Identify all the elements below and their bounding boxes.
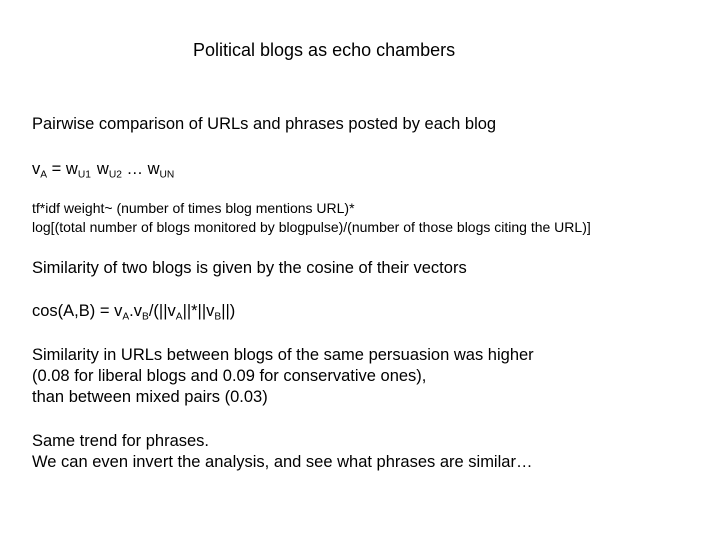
tfidf-line-2: log[(total number of blogs monitored by blogpulse)/(number of those blogs citing the URL)] bbox=[32, 219, 591, 235]
cosine-star: ||*||v bbox=[182, 302, 215, 320]
vector-w2-sub: U2 bbox=[108, 169, 122, 181]
cosine-tail: ||) bbox=[221, 302, 236, 320]
phrases-line-1: Same trend for phrases. bbox=[32, 432, 210, 450]
vector-w1-sub: U1 bbox=[77, 169, 91, 181]
cosine-mid: /(||v bbox=[148, 302, 176, 320]
similarity-intro: Similarity of two blogs is given by the cosine of their vectors bbox=[32, 259, 467, 277]
vector-wn-sub: UN bbox=[159, 169, 175, 181]
slide-title: Political blogs as echo chambers bbox=[193, 40, 456, 60]
vector-w1: w bbox=[65, 160, 78, 178]
url-similarity-line-1: Similarity in URLs between blogs of the same persuasion was higher bbox=[32, 346, 534, 364]
vector-v-sub: A bbox=[40, 169, 48, 181]
vector-wn: w bbox=[147, 160, 160, 178]
vector-equals: = bbox=[47, 160, 66, 178]
url-similarity-line-3: than between mixed pairs (0.03) bbox=[32, 388, 268, 406]
phrases-line-2: We can even invert the analysis, and see what phrases are similar… bbox=[32, 453, 533, 471]
url-similarity-line-2: (0.08 for liberal blogs and 0.09 for conservative ones), bbox=[32, 367, 427, 385]
cosine-sub-a: A bbox=[122, 311, 130, 323]
cosine-formula bbox=[32, 301, 235, 321]
cosine-dot: .v bbox=[129, 302, 142, 320]
cosine-sub-b2: B bbox=[214, 311, 222, 323]
cosine-sub-a2: A bbox=[175, 311, 183, 323]
vector-w2: w bbox=[96, 160, 109, 178]
vector-v: v bbox=[32, 160, 41, 178]
vector-ellipsis: … bbox=[121, 160, 148, 178]
vector-formula bbox=[32, 159, 174, 179]
cosine-sub-b: B bbox=[142, 311, 149, 323]
tfidf-line-1: tf*idf weight~ (number of times blog mentions URL)* bbox=[32, 200, 355, 216]
cosine-lead: cos(A,B) = v bbox=[32, 302, 123, 320]
intro-text: Pairwise comparison of URLs and phrases posted by each blog bbox=[32, 115, 497, 133]
